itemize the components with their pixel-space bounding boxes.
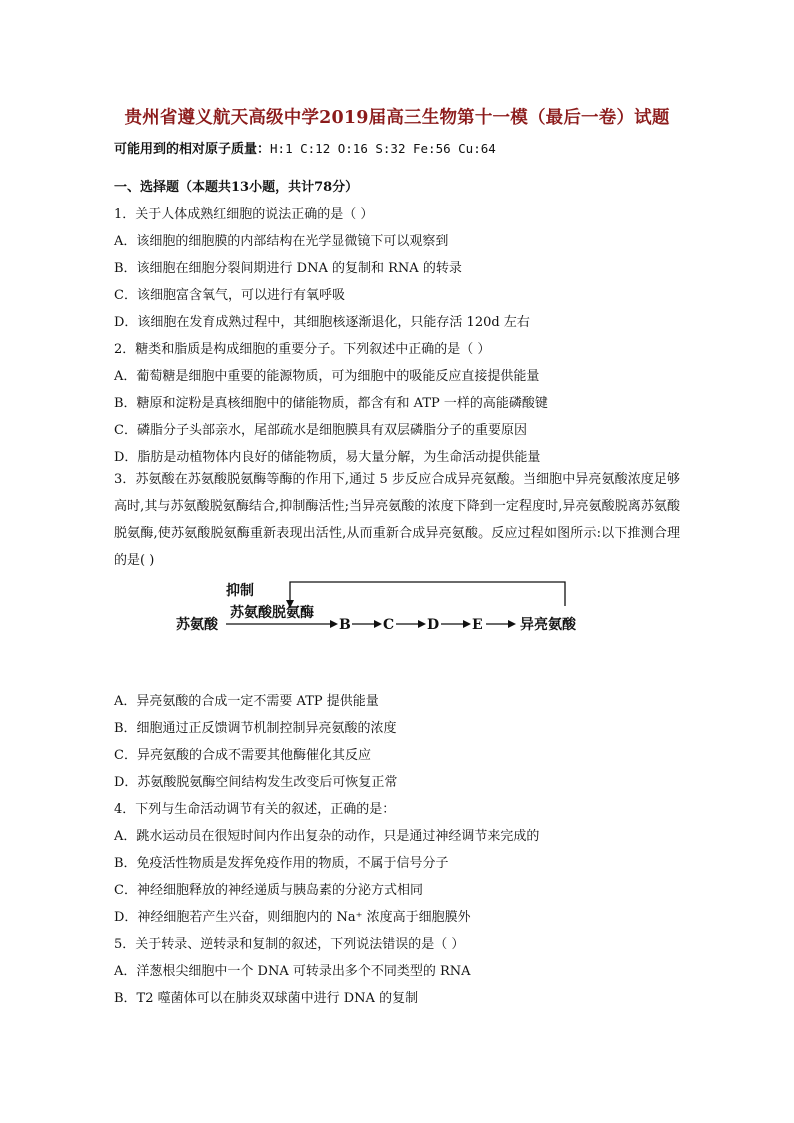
node-c: C: [383, 617, 395, 633]
q4-stem: 4．下列与生命活动调节有关的叙述，正确的是：: [114, 802, 396, 817]
q1-option-c: C．该细胞富含氧气，可以进行有氧呼吸: [114, 288, 345, 303]
q3-option-b: B．细胞通过正反馈调节机制控制异亮氨酸的浓度: [114, 721, 397, 736]
q2-option-c: C．磷脂分子头部亲水，尾部疏水是细胞膜具有双层磷脂分子的重要原因: [114, 423, 527, 438]
node-d: D: [427, 617, 440, 633]
atomic-masses-label: 可能用到的相对原子质量：: [114, 142, 271, 157]
q1-option-a: A．该细胞的细胞膜的内部结构在光学显微镜下可以观察到: [114, 234, 449, 249]
q4-option-b: B．免疫活性物质是发挥免疫作用的物质，不属于信号分子: [114, 856, 449, 871]
isoleucine-label: 异亮氨酸: [520, 617, 576, 633]
q3-option-a: A．异亮氨酸的合成一定不需要 ATP 提供能量: [114, 694, 379, 709]
q5-option-a: A．洋葱根尖细胞中一个 DNA 可转录出多个不同类型的 RNA: [114, 964, 471, 979]
arrowhead-c: [374, 620, 382, 628]
q3-option-c: C．异亮氨酸的合成不需要其他酶催化其反应: [114, 748, 371, 763]
node-b: B: [339, 617, 351, 633]
q4-option-a: A．跳水运动员在很短时间内作出复杂的动作，只是通过神经调节来完成的: [114, 829, 540, 844]
section-heading: 一、选择题（本题共13小题，共计78分）: [114, 180, 359, 195]
q1-option-d: D．该细胞在发育成熟过程中，其细胞核逐渐退化，只能存活 120d 左右: [114, 315, 530, 330]
q3-option-d: D．苏氨酸脱氨酶空间结构发生改变后可恢复正常: [114, 775, 398, 790]
q5-stem: 5．关于转录、逆转录和复制的叙述，下列说法错误的是（ ）: [114, 937, 465, 952]
inhibit-label: 抑制: [226, 583, 254, 599]
arrowhead-e: [463, 620, 471, 628]
q1-stem: 1．关于人体成熟红细胞的说法正确的是（ ）: [114, 207, 374, 222]
q3-stem: 3．苏氨酸在苏氨酸脱氨酶等酶的作用下,通过 5 步反应合成异亮氨酸。当细胞中异亮氨酸浓度足够高时,其与苏氨酸脱氨酶结合,抑制酶活性;当异亮氨酸的浓度下降到一定程度时,异亮氨酸脱离苏氨酸脱氨酶,使苏氨酸脱氨酶重新表现出活性,从而重新合成异亮氨酸。反应过程如图所示:以下推测合理的是( ): [114, 472, 680, 568]
atomic-masses-values: H:1 C:12 O:16 S:32 Fe:56 Cu:64: [270, 141, 496, 156]
q3-reaction-diagram: [170, 578, 590, 638]
q2-option-d: D．脂肪是动植物体内良好的储能物质，易大量分解，为生命活动提供能量: [114, 450, 541, 465]
arrowhead-d: [418, 620, 426, 628]
q4-option-c: C．神经细胞释放的神经递质与胰岛素的分泌方式相同: [114, 883, 423, 898]
q1-option-b: B．该细胞在细胞分裂间期进行 DNA 的复制和 RNA 的转录: [114, 261, 462, 276]
inhibition-path: [290, 582, 565, 606]
q2-stem: 2．糖类和脂质是构成细胞的重要分子。下列叙述中正确的是（ ）: [114, 342, 491, 357]
node-e: E: [472, 617, 483, 633]
atomic-masses-line: [114, 138, 496, 157]
threonine-label: 苏氨酸: [176, 617, 218, 633]
arrowhead-isoleucine: [508, 620, 516, 628]
page-title: 贵州省遵义航天高级中学2019届高三生物第十一模（最后一卷）试题: [124, 108, 670, 128]
enzyme-label: 苏氨酸脱氨酶: [230, 605, 314, 621]
q2-option-b: B．糖原和淀粉是真核细胞中的储能物质，都含有和 ATP 一样的高能磷酸键: [114, 396, 548, 411]
q2-option-a: A．葡萄糖是细胞中重要的能源物质，可为细胞中的吸能反应直接提供能量: [114, 369, 540, 384]
q5-option-b: B．T2 噬菌体可以在肺炎双球菌中进行 DNA 的复制: [114, 991, 419, 1006]
q4-option-d: D．神经细胞若产生兴奋，则细胞内的 Na⁺ 浓度高于细胞膜外: [114, 910, 471, 925]
arrowhead-b: [330, 620, 338, 628]
